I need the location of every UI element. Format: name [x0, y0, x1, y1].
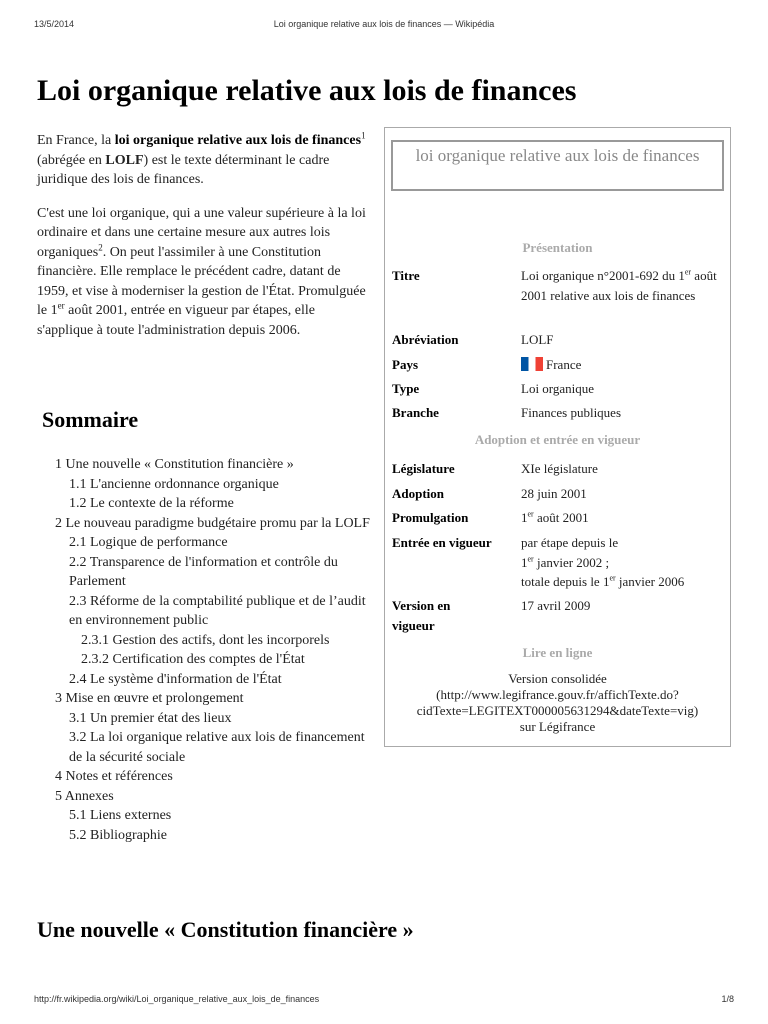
toc-item[interactable]: 3.2 La loi organique relative aux lois de financement de la sécurité sociale	[69, 730, 365, 765]
toc-item[interactable]: 2.3 Réforme de la comptabilité publique et de l’audit en environnement public	[69, 593, 366, 628]
print-date: 13/5/2014	[34, 19, 75, 29]
print-footer	[34, 994, 734, 1004]
print-url: http://fr.wikipedia.org/wiki/Loi_organique_relative_aux_lois_de_finances	[34, 994, 320, 1004]
toc-item[interactable]: 1 Une nouvelle « Constitution financière »	[55, 457, 294, 472]
infobox-online-text: Version consolidée (http://www.legifrance.gouv.fr/affichTexte.do? cidTexte=LEGITEXT000005631294&dateTexte=vig) sur Légifrance	[385, 671, 730, 735]
infobox	[384, 127, 731, 747]
toc-item[interactable]: 5.1 Liens externes	[69, 808, 172, 823]
intro-paragraph-1: En France, la loi organique relative aux lois de finances$^1$ (abrégée en LOLF) est le texte déterminant le cadre juridique des lois de finances.	[37, 130, 366, 187]
reference-1-link[interactable]: 1	[361, 130, 366, 141]
infobox-label: Type	[392, 381, 420, 396]
toc-item[interactable]: 2.3.1 Gestion des actifs, dont les incorporels	[81, 632, 330, 648]
legifrance-link[interactable]: (http://www.legifrance.gouv.fr/affichTexte.do? cidTexte=LEGITEXT000005631294&dateTexte=vig)	[416, 687, 699, 718]
intro-paragraph-2: C'est une loi organique, qui a une valeur supérieure à la loi ordinaire et dans une certaine mesure aux autres lois organiques$^2$. On peut l'assimiler à une Constitution financière. Elle remplace le précédent cadre, datant de 1959, et vise à moderniser la gestion de l'État. Promulguée le 1er août 2001, entrée en vigueur par étapes, elle s'applique à toute l'administration depuis 2006.	[37, 205, 366, 338]
toc-item[interactable]: 1.1 L'ancienne ordonnance organique	[69, 476, 279, 492]
toc-item[interactable]: 2.2 Transparence de l'information et contrôle du Parlement	[69, 554, 338, 589]
infobox-label: Abréviation	[392, 332, 459, 347]
infobox-section-online: Lire en ligne	[522, 645, 593, 660]
toc-item[interactable]: 2.4 Le système d'information de l'État	[69, 671, 282, 687]
page-title: Loi organique relative aux lois de finances	[37, 74, 577, 107]
article-intro	[37, 131, 370, 354]
infobox-title: loi organique relative aux lois de finances	[391, 140, 724, 191]
table-of-contents	[55, 455, 375, 845]
infobox-value: LOLF	[521, 332, 554, 347]
toc-item[interactable]: 3 Mise en œuvre et prolongement	[55, 691, 244, 706]
infobox-label: Entrée en vigueur	[392, 535, 492, 550]
toc-item[interactable]: 2 Le nouveau paradigme budgétaire promu par la LOLF	[55, 515, 370, 531]
print-page-number: 1/8	[721, 994, 734, 1004]
infobox-label: Branche	[392, 405, 439, 420]
infobox-label: Promulgation	[392, 510, 469, 525]
toc-item[interactable]: 5.2 Bibliographie	[69, 827, 167, 843]
toc-item[interactable]: 3.1 Un premier état des lieux	[69, 710, 232, 726]
france-flag-icon	[521, 357, 543, 371]
section-heading: Une nouvelle « Constitution financière »	[37, 917, 414, 942]
country-link[interactable]: France	[546, 357, 582, 372]
infobox-value: XIe législature	[521, 461, 598, 476]
infobox-label: Adoption	[392, 486, 445, 501]
infobox-value: 17 avril 2009	[521, 598, 591, 613]
infobox-value: Loi organique n°2001-692 du 1er août 2001 relative aux lois de finances	[521, 267, 717, 303]
infobox-value	[521, 355, 726, 375]
infobox-label: Version en vigueur	[392, 598, 451, 633]
infobox-label: Législature	[392, 461, 455, 476]
print-title: Loi organique relative aux lois de finances — Wikipédia	[273, 19, 495, 29]
toc-item[interactable]: 1.2 Le contexte de la réforme	[69, 496, 234, 511]
print-header	[34, 19, 734, 29]
toc-item[interactable]: 4 Notes et références	[55, 769, 173, 784]
infobox-section-adoption: Adoption et entrée en vigueur	[474, 432, 641, 447]
toc-title: Sommaire	[42, 407, 139, 432]
infobox-value: par étape depuis le 1er janvier 2002 ; totale depuis le 1er janvier 2006	[521, 535, 685, 589]
toc-item[interactable]: 2.1 Logique de performance	[69, 535, 228, 550]
infobox-label: Pays	[392, 357, 418, 372]
toc-item[interactable]: 2.3.2 Certification des comptes de l'État	[81, 652, 305, 667]
infobox-value: 1er août 2001	[521, 509, 589, 525]
acronym-lolf: LOLF	[105, 152, 144, 168]
article-bold-title-link[interactable]: loi organique relative aux lois de finances	[114, 133, 362, 148]
infobox-value: Loi organique	[521, 381, 595, 396]
infobox-label: Titre	[392, 268, 420, 283]
infobox-section-presentation: Présentation	[522, 240, 593, 255]
reference-2-link[interactable]: 2	[98, 241, 103, 252]
infobox-value: 28 juin 2001	[521, 486, 587, 501]
toc-item[interactable]: 5 Annexes	[55, 788, 114, 804]
infobox-value: Finances publiques	[521, 405, 622, 420]
